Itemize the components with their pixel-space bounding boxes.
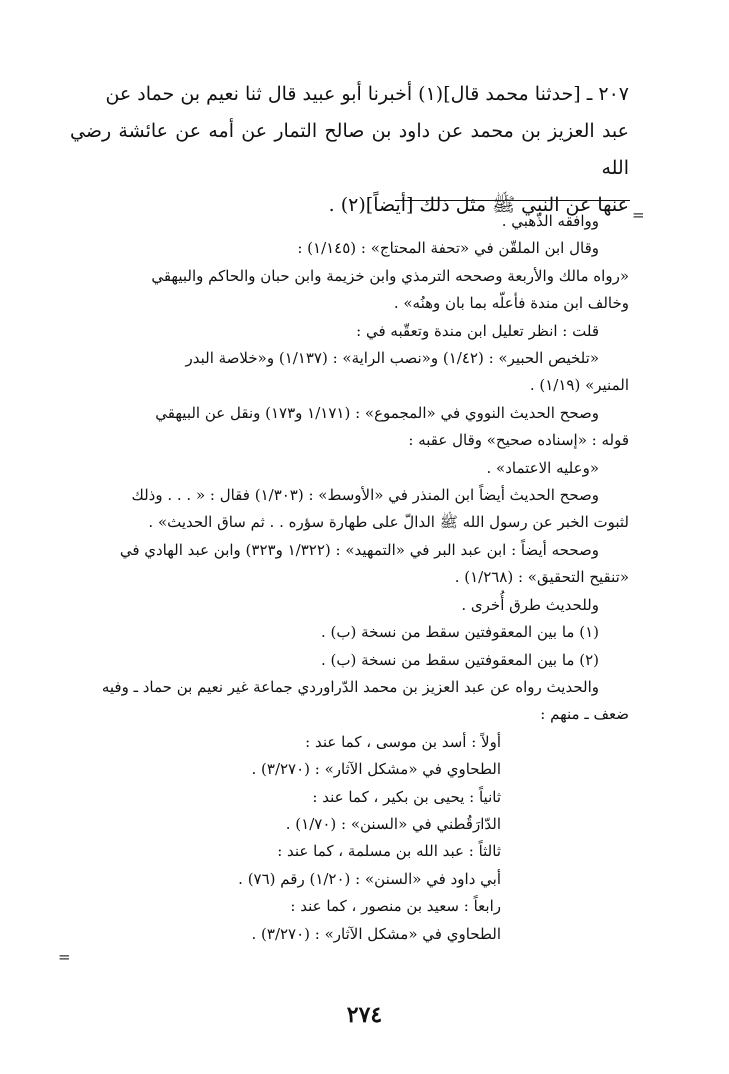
footnote-line: وخالف ابن مندة فأعلّه بما بان وهنُه» . [393,294,629,313]
footnote-line: رابعاً : سعيد بن منصور ، كما عند : [290,897,501,916]
footnote-separator [395,200,630,201]
footnote-line: والحديث رواه عن عبد العزيز بن محمد الدّراوردي جماعة غير نعيم بن حماد ـ وفيه [101,677,599,696]
footnote-line: أبي داود في «السنن» : (١/٢٠) رقم (٧٦) . [238,869,501,888]
footnote-line: قوله : «إسناده صحيح» وقال عقبه : [408,431,629,450]
footnote-line: «رواه مالك والأربعة وصححه الترمذي وابن خزيمة وابن حبان والحاكم والبيهقي [151,266,629,285]
main-line: عنها عن النبي ﷺ مثل ذلك [أيضاً](٢) . [328,194,629,216]
footnote-line: «تلخيص الحبير» : (١/٤٢) و«نصب الراية» : (١/١٣٧) و«خلاصة البدر [185,349,599,368]
page-number: ٢٧٤ [346,1002,383,1028]
continuation-marker-bottom: = [58,948,71,966]
footnote-line: الطحاوي في «مشكل الآثار» : (٣/٢٧٠) . [251,760,501,779]
footnote-line: المنير» (١/١٩) . [529,376,629,395]
main-text [70,76,629,224]
footnotes [70,208,629,948]
main-line: ٢٠٧ ـ [حدثنا محمد قال](١) أخبرنا أبو عبيد قال ثنا نعيم بن حماد عن [105,83,629,105]
continuation-marker-top: = [632,206,645,224]
footnote-line: الدّارَقُطني في «السنن» : (١/٧٠) . [285,814,501,833]
main-line: عبد العزيز بن محمد عن داود بن صالح التمار عن أمه عن عائشة رضي الله [70,120,629,179]
footnote-line: الطحاوي في «مشكل الآثار» : (٣/٢٧٠) . [251,924,501,943]
footnote-line: وصححه أيضاً : ابن عبد البر في «التمهيد» : (١/٣٢٢ و٣٢٣) وابن عبد الهادي في [119,540,599,559]
footnote-line: أولاً : أسد بن موسى ، كما عند : [305,732,501,751]
footnote-line: (٢) ما بين المعقوفتين سقط من نسخة (ب) . [321,650,599,669]
footnote-line: ثالثاً : عبد الله بن مسلمة ، كما عند : [277,842,501,861]
footnote-line: لثبوت الخبر عن رسول الله ﷺ الدالّ على طهارة سؤره . . ثم ساق الحديث» . [148,513,629,532]
footnote-line: وللحديث طرق أُخرى . [461,595,599,614]
footnote-line: وصحح الحديث أيضاً ابن المنذر في «الأوسط» : (١/٣٠٣) فقال : « . . . وذلك [131,486,599,505]
footnote-line: وصحح الحديث النووي في «المجموع» : (١/١٧١ و١٧٣) ونقل عن البيهقي [155,403,599,422]
footnote-line: ضعف ـ منهم : [540,705,629,724]
footnote-line: وقال ابن الملقّن في «تحفة المحتاج» : (١/١٤٥) : [297,239,599,258]
footnote-line: ثانياً : يحيى بن بكير ، كما عند : [312,787,501,806]
footnote-line: قلت : انظر تعليل ابن مندة وتعقّبه في : [356,321,599,340]
footnote-line: «تنقيح التحقيق» : (١/٢٦٨) . [454,568,629,587]
footnote-line: ووافقه الذّهبي . [501,212,599,230]
footnote-line: «وعليه الاعتماد» . [486,458,599,477]
footnote-line: (١) ما بين المعقوفتين سقط من نسخة (ب) . [321,623,599,642]
